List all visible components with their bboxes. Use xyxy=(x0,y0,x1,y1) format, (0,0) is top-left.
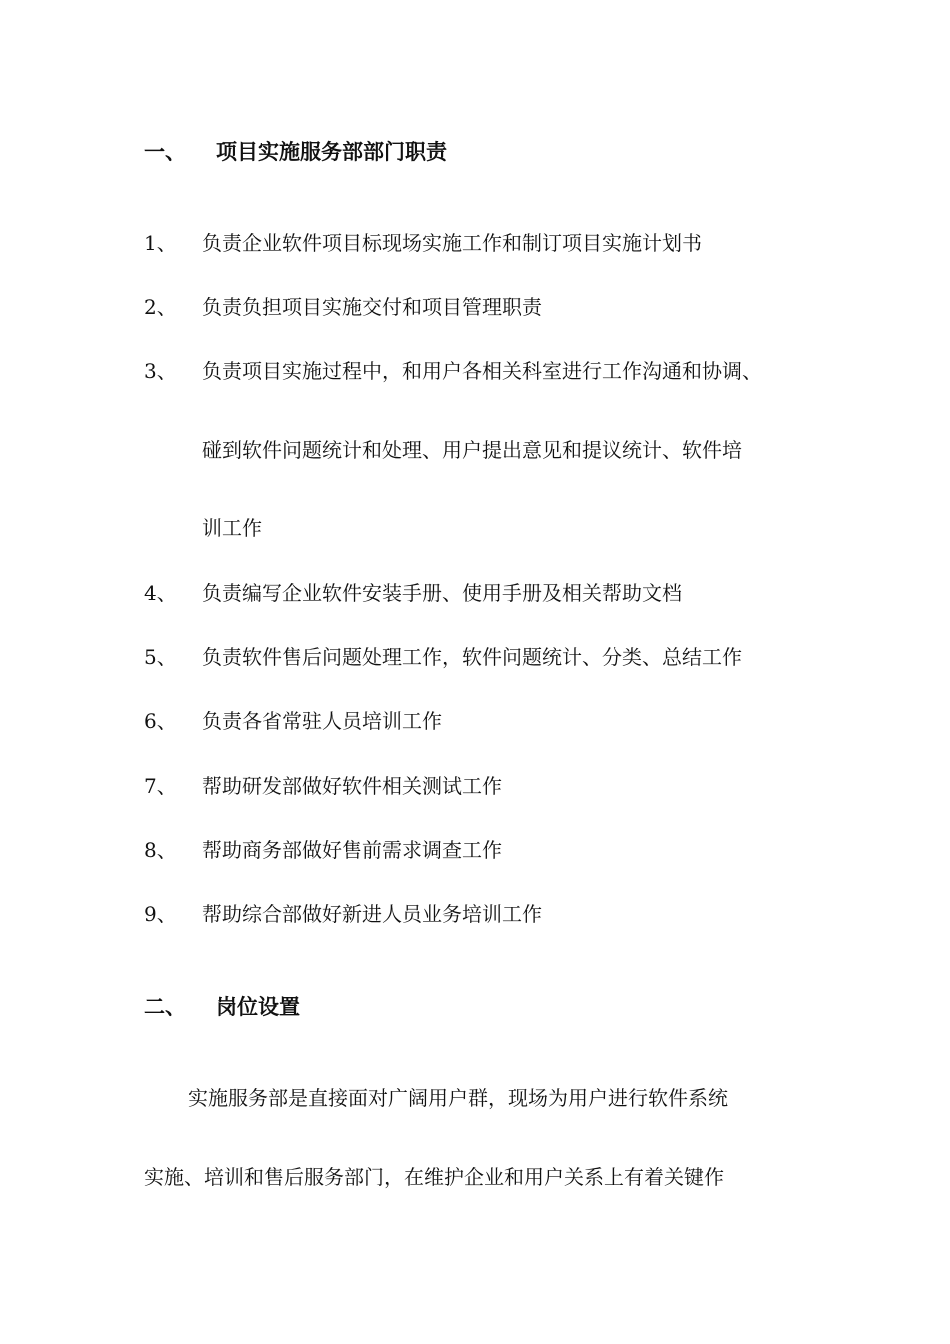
section-title: 项目实施服务部部门职责 xyxy=(216,139,447,164)
list-item xyxy=(144,900,542,928)
list-item xyxy=(144,357,762,385)
paragraph-line: 实施服务部是直接面对广阔用户群，现场为用户进行软件系统 xyxy=(188,1086,728,1110)
item-text: 帮助研发部做好软件相关测试工作 xyxy=(202,774,502,798)
section-heading-2 xyxy=(144,993,300,1021)
item-continuation: 训工作 xyxy=(202,516,262,540)
item-number: 2、 xyxy=(144,295,177,319)
item-text: 帮助综合部做好新进人员业务培训工作 xyxy=(202,902,542,926)
item-continuation: 碰到软件问题统计和处理、用户提出意见和提议统计、软件培 xyxy=(202,438,742,462)
list-item xyxy=(144,293,542,321)
paragraph-line: 实施、培训和售后服务部门，在维护企业和用户关系上有着关键作 xyxy=(144,1165,724,1189)
item-number: 8、 xyxy=(144,838,177,862)
item-text: 负责编写企业软件安装手册、使用手册及相关帮助文档 xyxy=(202,581,682,605)
item-number: 3、 xyxy=(144,359,177,383)
item-text: 负责项目实施过程中，和用户各相关科室进行工作沟通和协调、 xyxy=(202,359,762,383)
list-item xyxy=(144,229,702,257)
item-number: 6、 xyxy=(144,709,177,733)
item-text: 负责软件售后问题处理工作，软件问题统计、分类、总结工作 xyxy=(202,645,742,669)
list-item xyxy=(144,643,742,671)
item-number: 4、 xyxy=(144,581,177,605)
item-number: 1、 xyxy=(144,231,177,255)
list-item xyxy=(144,772,502,800)
item-number: 5、 xyxy=(144,645,177,669)
item-text: 负责企业软件项目标现场实施工作和制订项目实施计划书 xyxy=(202,231,702,255)
section-number: 二、 xyxy=(144,994,186,1019)
list-item xyxy=(144,579,682,607)
section-number: 一、 xyxy=(144,139,186,164)
item-text: 负责负担项目实施交付和项目管理职责 xyxy=(202,295,542,319)
item-number: 9、 xyxy=(144,902,177,926)
item-number: 7、 xyxy=(144,774,177,798)
list-item xyxy=(144,707,442,735)
section-title: 岗位设置 xyxy=(216,994,300,1019)
section-heading-1 xyxy=(144,138,447,166)
list-item xyxy=(144,836,502,864)
item-text: 帮助商务部做好售前需求调查工作 xyxy=(202,838,502,862)
item-text: 负责各省常驻人员培训工作 xyxy=(202,709,442,733)
